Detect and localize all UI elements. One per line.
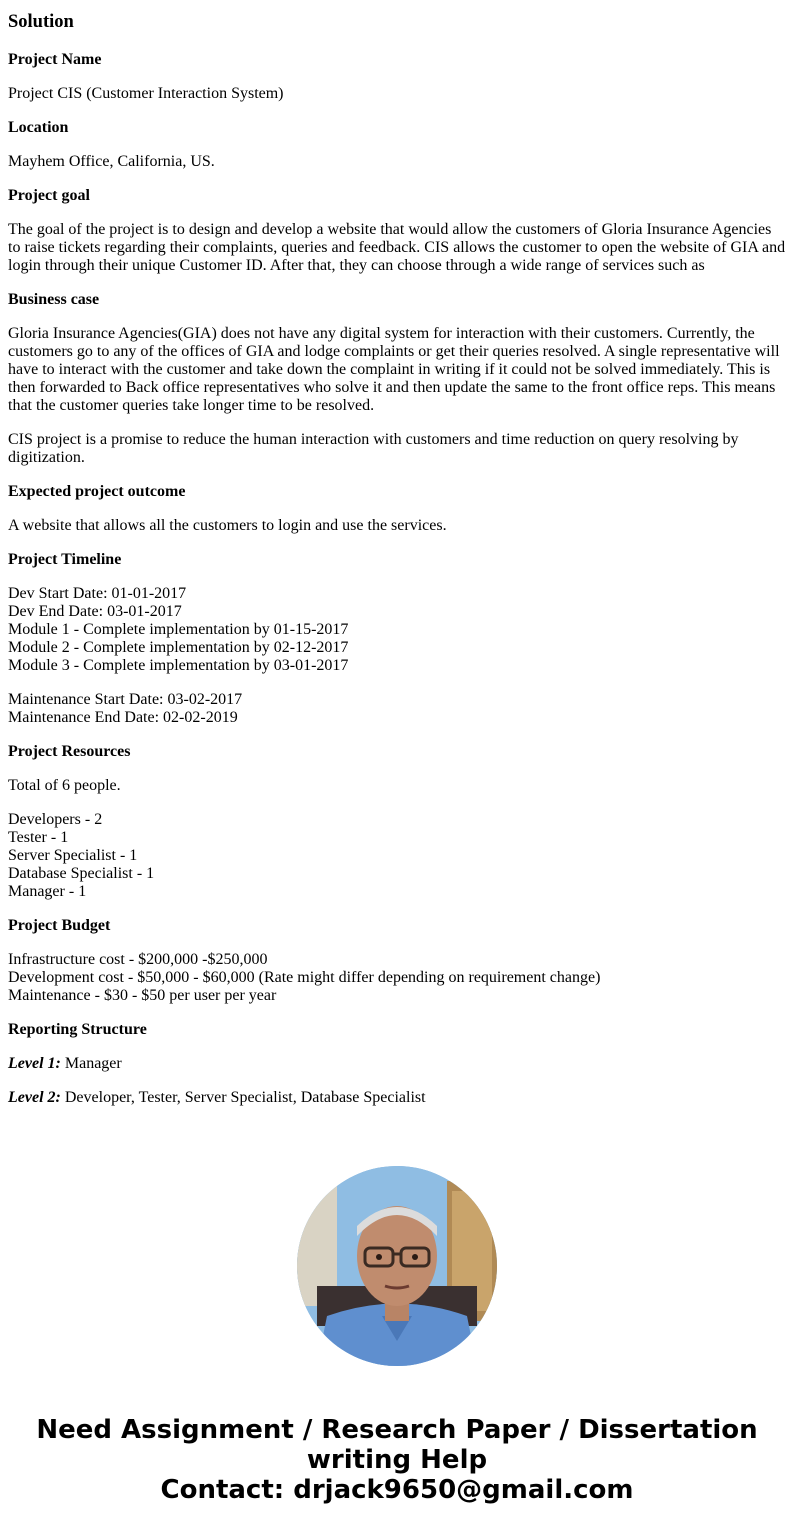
promo-banner: [0, 1415, 794, 1505]
timeline-line: Module 1 - Complete implementation by 01-15-2017: [8, 621, 349, 638]
reporting-heading: Reporting Structure: [8, 1021, 147, 1038]
budget-line: Infrastructure cost - $200,000 -$250,000: [8, 951, 268, 968]
page-title: Solution: [8, 12, 74, 32]
level-2-text: Developer, Tester, Server Specialist, Database Specialist: [60, 1089, 426, 1106]
timeline-line: Maintenance Start Date: 03-02-2017: [8, 691, 243, 708]
location-heading: Location: [8, 119, 69, 136]
timeline-line: Dev End Date: 03-01-2017: [8, 603, 182, 620]
reporting-level-2: [8, 1089, 786, 1107]
author-avatar: [297, 1166, 497, 1366]
resources-heading: Project Resources: [8, 743, 131, 760]
resources-total: Total of 6 people.: [8, 777, 121, 794]
timeline-line: Dev Start Date: 01-01-2017: [8, 585, 187, 602]
business-case-para-1: Gloria Insurance Agencies(GIA) does not have any digital system for interaction with their customers. Currently, the customers go to any of the offices of GIA and lodge complaints or get their queries resolved. A single representative will have to interact with the customer and take down the complaint in writing if it could not be solved immediately. This is then forwarded to Back office representatives who solve it and then update the same to the front office reps. This means that the customer queries take longer time to be resolved.: [8, 325, 780, 414]
document: [0, 13, 794, 1107]
resources-list: [8, 811, 786, 901]
budget-heading: Project Budget: [8, 917, 111, 934]
level-1-text: Manager: [60, 1055, 122, 1072]
resource-line: Manager - 1: [8, 883, 87, 900]
promo-contact: Contact: drjack9650@gmail.com: [160, 1475, 634, 1505]
timeline-line: Maintenance End Date: 02-02-2019: [8, 709, 238, 726]
author-photo: [297, 1166, 497, 1366]
timeline-heading: Project Timeline: [8, 551, 122, 568]
budget-line: Maintenance - $30 - $50 per user per year: [8, 987, 277, 1004]
reporting-level-1: [8, 1055, 786, 1073]
resource-line: Tester - 1: [8, 829, 69, 846]
resource-line: Developers - 2: [8, 811, 103, 828]
budget-line: Development cost - $50,000 - $60,000 (Rate might differ depending on requirement change): [8, 969, 601, 986]
expected-outcome-text: A website that allows all the customers to login and use the services.: [8, 517, 447, 534]
business-case-heading: Business case: [8, 291, 100, 308]
level-1-label: Level 1:: [8, 1055, 61, 1072]
level-2-label: Level 2:: [8, 1089, 61, 1106]
project-name-heading: Project Name: [8, 51, 102, 68]
project-goal-text: The goal of the project is to design and develop a website that would allow the customers of Gloria Insurance Agencies to raise tickets regarding their complaints, queries and feedback. CIS allows the customer to open the website of GIA and login through their unique Customer ID. After that, they can choose through a wide range of services such as: [8, 221, 786, 274]
business-case-para-2: CIS project is a promise to reduce the human interaction with customers and time reduction on query resolving by digitization.: [8, 431, 739, 466]
promo-line-1: Need Assignment / Research Paper / Dissertation: [36, 1415, 758, 1445]
timeline-line: Module 3 - Complete implementation by 03-01-2017: [8, 657, 349, 674]
project-goal-heading: Project goal: [8, 187, 90, 204]
timeline-maintenance-block: [8, 691, 786, 727]
project-name-text: Project CIS (Customer Interaction System): [8, 85, 284, 102]
location-text: Mayhem Office, California, US.: [8, 153, 215, 170]
expected-outcome-heading: Expected project outcome: [8, 483, 186, 500]
resource-line: Database Specialist - 1: [8, 865, 155, 882]
timeline-line: Module 2 - Complete implementation by 02-12-2017: [8, 639, 349, 656]
timeline-dev-block: [8, 585, 786, 675]
budget-list: [8, 951, 786, 1005]
promo-line-2: writing Help: [306, 1445, 488, 1475]
resource-line: Server Specialist - 1: [8, 847, 138, 864]
